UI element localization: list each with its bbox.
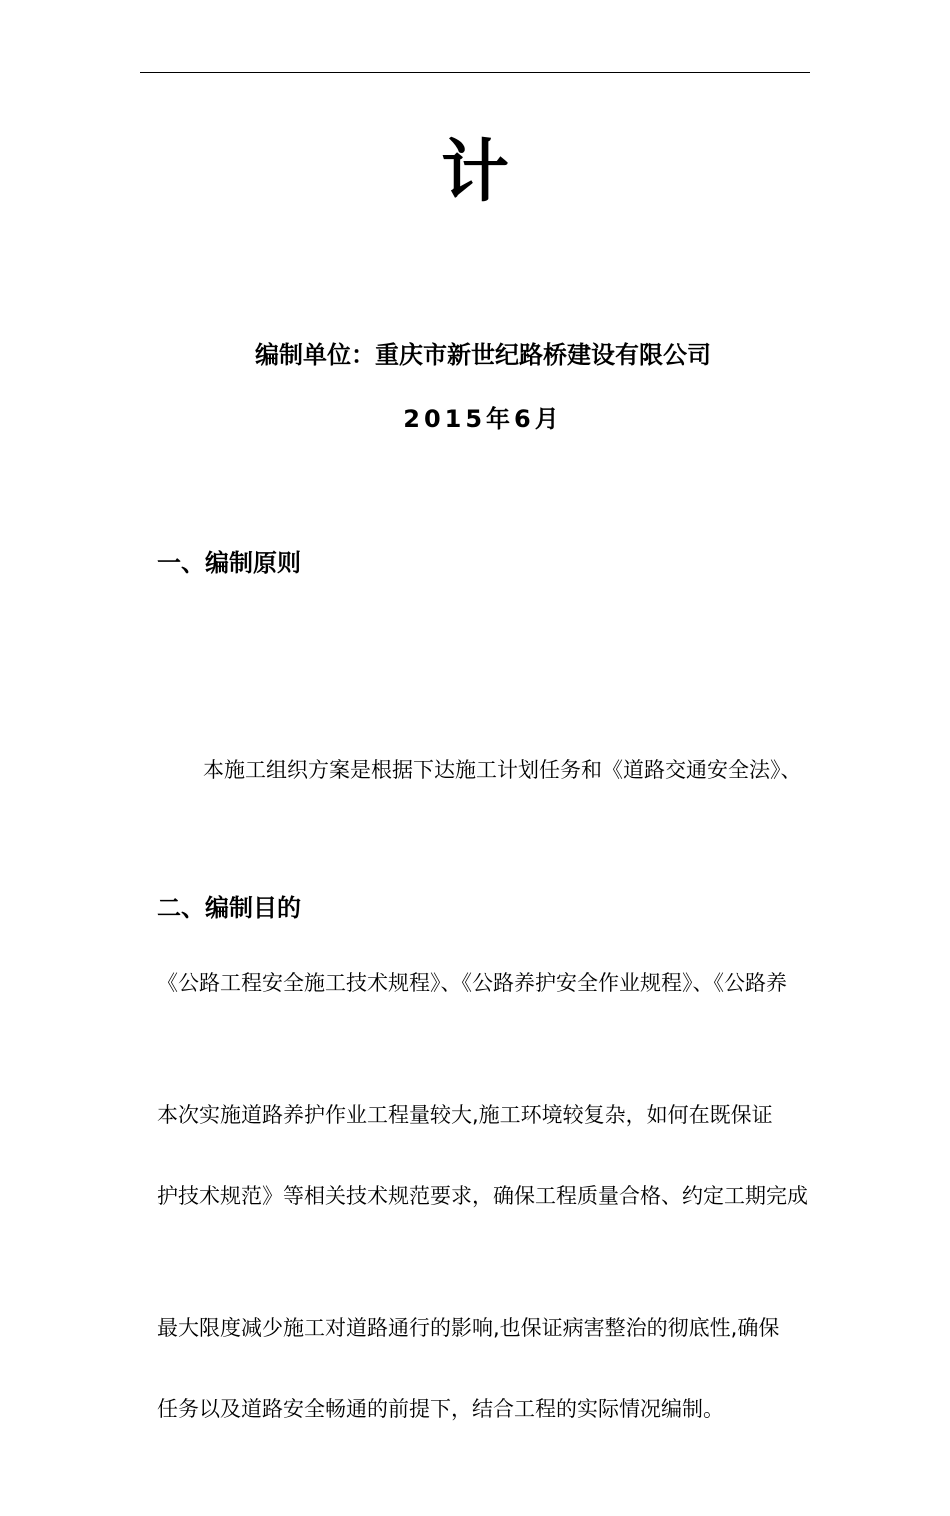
- section-heading-objectives: 二、编制目的: [157, 894, 301, 922]
- paragraph-line: 《公路工程安全施工技术规程》、《公路养护安全作业规程》、《公路养: [157, 971, 787, 995]
- date-line: 2015年6月: [403, 405, 563, 433]
- paragraph-line: 本施工组织方案是根据下达施工计划任务和《道路交通安全法》、: [203, 758, 802, 782]
- organization-line: 编制单位：重庆市新世纪路桥建设有限公司: [255, 341, 711, 369]
- paragraph-line: 最大限度减少施工对道路通行的影响,也保证病害整治的彻底性,确保: [157, 1316, 780, 1340]
- section-heading-principles: 一、编制原则: [157, 549, 301, 577]
- section-body-objectives: [157, 938, 817, 1435]
- header-rule: [140, 72, 810, 73]
- page-title: 计: [440, 133, 509, 212]
- paragraph-line: 任务以及道路安全畅通的前提下，结合工程的实际情况编制。: [157, 1397, 724, 1421]
- paragraph-line: 护技术规范》等相关技术规范要求，确保工程质量合格、约定工期完成: [157, 1184, 808, 1208]
- paragraph-line: 本次实施道路养护作业工程量较大,施工环境较复杂，如何在既保证: [157, 1103, 773, 1127]
